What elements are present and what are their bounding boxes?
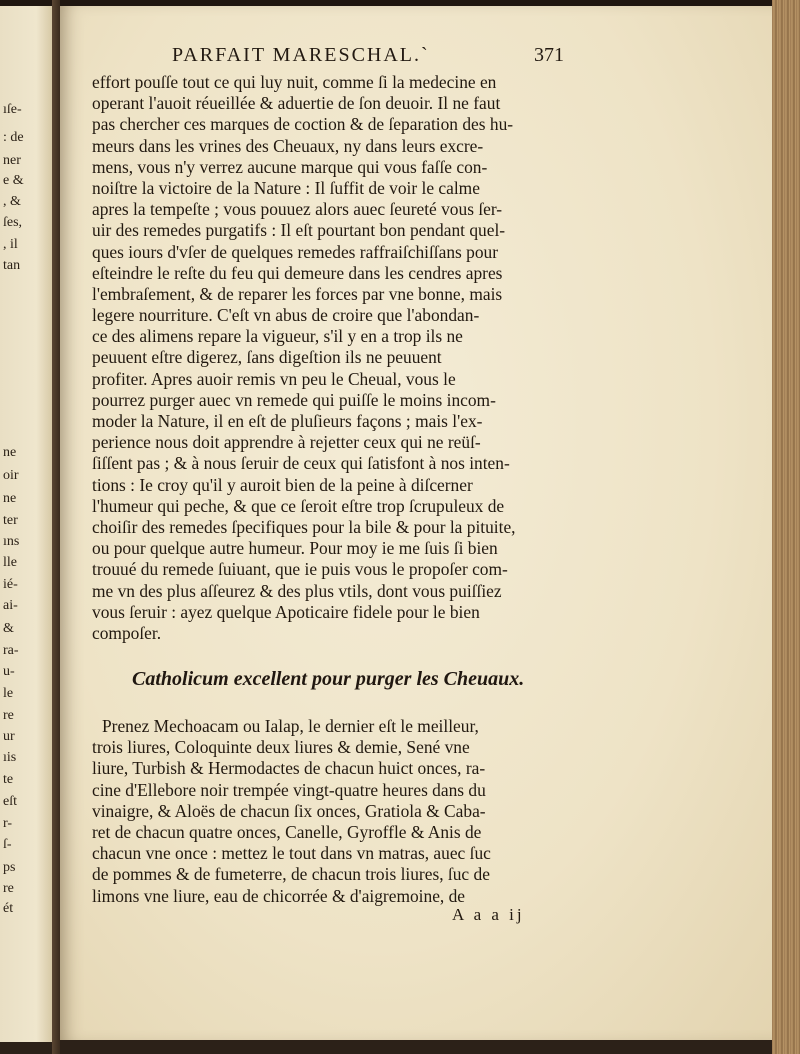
recipe-line: limons vne liure, eau de chicorrée & d'aigremoine, de <box>92 885 466 906</box>
left-page-edge <box>0 6 54 1042</box>
paragraph-line: meurs dans les vrines des Cheuaux, ny dans leurs excre- <box>92 135 484 156</box>
left-margin-fragment: oir <box>3 468 19 483</box>
left-margin-fragment: , il <box>3 237 18 252</box>
running-title: PARFAIT MARESCHAL.` <box>172 44 430 66</box>
left-margin-fragment: lle <box>3 555 17 570</box>
left-margin-fragment: re <box>3 881 14 896</box>
left-margin-fragment: e & <box>3 173 24 188</box>
left-margin-fragment: : de <box>3 130 24 145</box>
left-margin-fragment: & <box>3 621 14 636</box>
paragraph-line: tions : Ie croy qu'il y auroit bien de la peine à diſcerner <box>92 474 473 495</box>
paragraph-line: operant l'auoit réueillée & aduertie de ſon deuoir. Il ne faut <box>92 93 501 114</box>
paragraph-line: profiter. Apres auoir remis vn peu le Cheual, vous le <box>92 368 456 389</box>
paragraph-line: me vn des plus aſſeurez & des plus vtils, dont vous puiſſiez <box>92 580 502 601</box>
body-paragraph <box>92 72 582 644</box>
paragraph-line: choiſir des remedes ſpecifiques pour la bile & pour la pituite, <box>92 516 516 537</box>
paragraph-line: ſiſſent pas ; & à nous ſeruir de ceux qui ſatisfont à nos inten- <box>92 453 510 474</box>
page-number: 371 <box>534 44 564 66</box>
book-gutter <box>52 0 60 1054</box>
left-margin-fragment: ra- <box>3 643 19 658</box>
paragraph-line: peuuent eſtre digerez, ſans digeſtion ils ne peuuent <box>92 347 442 368</box>
recipe-line: trois liures, Coloquinte deux liures & demie, Sené vne <box>92 737 470 758</box>
left-margin-fragment: re <box>3 708 14 723</box>
left-margin-fragment: ıſe- <box>3 102 22 117</box>
recipe-line: cine d'Ellebore noir trempée vingt-quatre heures dans du <box>92 779 486 800</box>
paragraph-line: ques iours d'vſer de quelques remedes raffraiſchiſſans pour <box>92 241 499 262</box>
left-margin-fragment: ſes, <box>3 215 23 230</box>
paragraph-line: apres la tempeſte ; vous pouuez alors auec ſeureté vous ſer- <box>92 199 503 220</box>
left-margin-fragment: ıis <box>3 750 17 765</box>
section-heading: Catholicum excellent pour purger les Cheuaux. <box>132 668 525 690</box>
paragraph-line: effort pouſſe tout ce qui luy nuit, comme ſi la medecine en <box>92 72 497 92</box>
paragraph-line: compoſer. <box>92 622 162 643</box>
left-margin-fragment: ét <box>3 901 14 916</box>
left-margin-fragment: ner <box>3 153 21 168</box>
recipe-paragraph <box>92 716 582 907</box>
recipe-line: liure, Turbish & Hermodactes de chacun huict onces, ra- <box>92 758 486 779</box>
paragraph-line: noiſtre la victoire de la Nature : Il ſuffit de voir le calme <box>92 177 480 198</box>
left-margin-fragment: ur <box>3 729 15 744</box>
left-margin-fragment: ne <box>3 491 17 506</box>
left-margin-fragment: u- <box>3 664 15 679</box>
left-margin-fragment: , & <box>3 194 21 209</box>
left-margin-fragment: te <box>3 772 14 787</box>
left-margin-fragment: r- <box>3 816 13 831</box>
paragraph-line: l'embraſement, & de reparer les forces par vne bonne, mais <box>92 283 503 304</box>
recipe-line: de pommes & de fumeterre, de chacun trois liures, ſuc de <box>92 864 490 885</box>
paragraph-line: pourrez purger auec vn remede qui puiſſe le moins incom- <box>92 389 496 410</box>
left-margin-fragment: ıns <box>3 534 20 549</box>
paragraph-line: moder la Nature, il en eſt de pluſieurs façons ; mais l'ex- <box>92 411 483 431</box>
page-block-edge <box>772 0 800 1054</box>
recipe-line: vinaigre, & Aloës de chacun ſix onces, Gratiola & Caba- <box>92 800 486 821</box>
paragraph-line: pas chercher ces marques de coction & de ſeparation des hu- <box>92 114 514 135</box>
signature-mark: A a a ij <box>452 905 525 924</box>
recipe-line: ret de chacun quatre onces, Canelle, Gyroffle & Anis de <box>92 821 482 842</box>
left-margin-fragment: ter <box>3 513 18 528</box>
paragraph-line: uir des remedes purgatifs : Il eſt pourtant bon pendant quel- <box>92 220 506 241</box>
left-margin-fragment: eſt <box>3 794 17 809</box>
left-margin-fragment: tan <box>3 258 21 273</box>
left-margin-fragment: ps <box>3 860 16 875</box>
paragraph-line: ou pour quelque autre humeur. Pour moy ie me ſuis ſi bien <box>92 538 498 559</box>
left-margin-fragment: ai- <box>3 598 18 613</box>
paragraph-line: vous ſeruir : ayez quelque Apoticaire fidele pour le bien <box>92 601 480 622</box>
paragraph-line: trouué du remede ſuiuant, que ie puis vous le propoſer com- <box>92 559 508 580</box>
recipe-line: Prenez Mechoacam ou Ialap, le dernier eſt le meilleur, <box>102 716 479 736</box>
paragraph-line: l'humeur qui peche, & que ce ſeroit eſtre trop ſcrupuleux de <box>92 495 505 516</box>
left-margin-fragment: ne <box>3 445 17 460</box>
left-margin-fragment: ſ- <box>3 837 12 852</box>
left-margin-fragment: le <box>3 686 14 701</box>
paragraph-line: eſteindre le reſte du feu qui demeure dans les cendres apres <box>92 262 503 283</box>
paragraph-line: mens, vous n'y verrez aucune marque qui vous faſſe con- <box>92 156 488 177</box>
left-margin-fragment: ié- <box>3 577 18 592</box>
paragraph-line: ce des alimens repare la vigueur, s'il y en a trop ils ne <box>92 326 463 347</box>
paragraph-line: perience nous doit apprendre à rejetter ceux qui ne reüſ- <box>92 432 481 453</box>
recipe-line: chacun vne once : mettez le tout dans vn matras, auec ſuc <box>92 843 491 864</box>
paragraph-line: legere nourriture. C'eſt vn abus de croire que l'abondan- <box>92 305 480 326</box>
